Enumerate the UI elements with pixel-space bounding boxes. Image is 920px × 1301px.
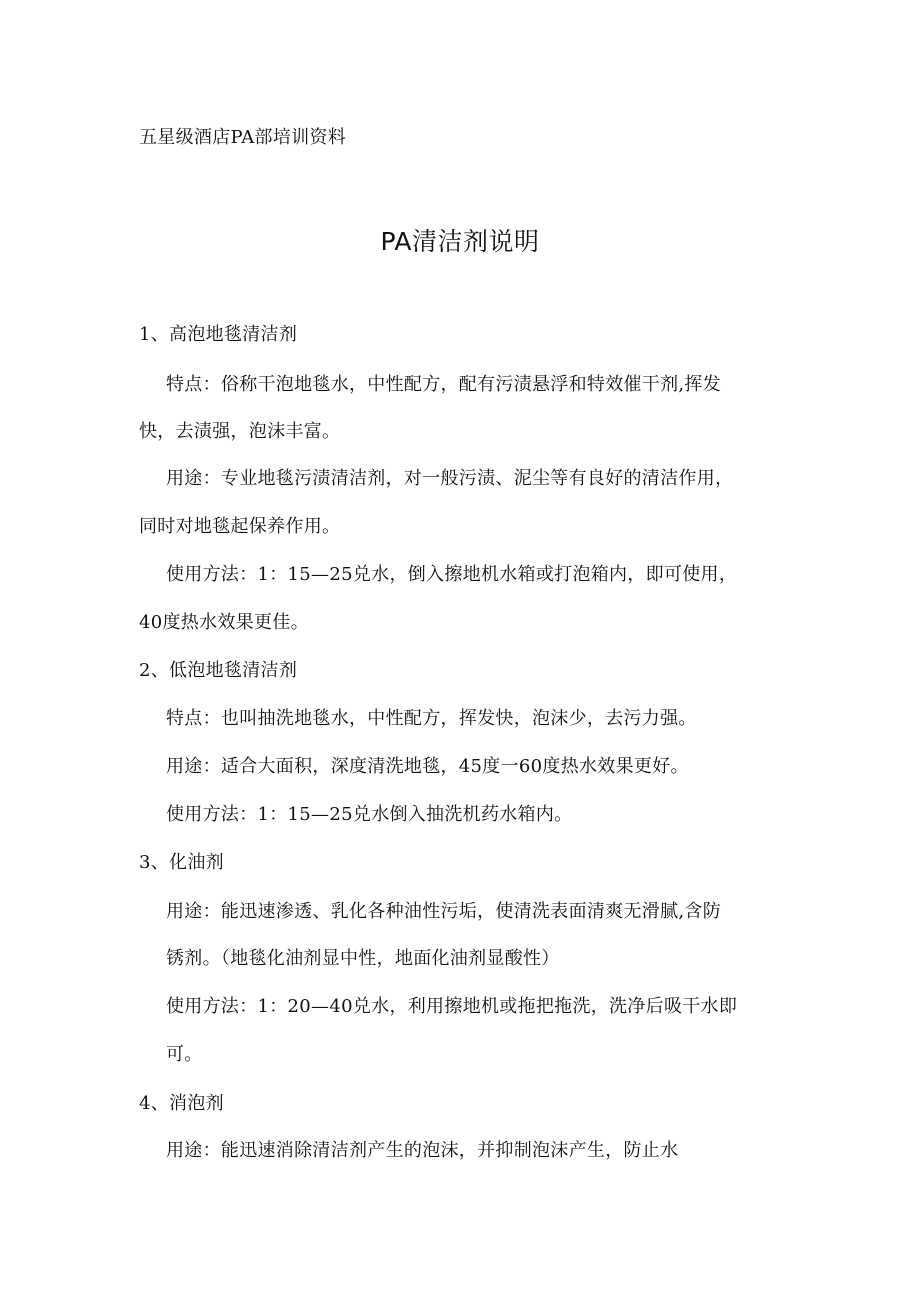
section-heading: 4、消泡剂 — [139, 1093, 224, 1114]
paragraph-line: 特点：也叫抽洗地毯水，中性配方，挥发快，泡沫少，去污力强。 — [166, 708, 697, 729]
paragraph-line: 可。 — [166, 1044, 203, 1065]
section-heading: 1、高泡地毯清洁剂 — [139, 324, 298, 345]
paragraph-line: 用途：能迅速渗透、乳化各种油性污垢，使清洗表面清爽无滑腻,含防 — [166, 901, 722, 922]
paragraph-line: 用途：能迅速消除清洁剂产生的泡沫，并抑制泡沫产生，防止水 — [166, 1140, 679, 1161]
paragraph-line: 用途：专业地毯污渍清洁剂，对一般污渍、泥尘等有良好的清洁作用， — [166, 468, 734, 489]
paragraph-line: 快，去渍强，泡沫丰富。 — [139, 421, 341, 442]
paragraph-line: 锈剂。（地毯化油剂显中性，地面化油剂显酸性） — [166, 948, 560, 969]
paragraph-line: 用途：适合大面积，深度清洗地毯，45度一60度热水效果更好。 — [166, 756, 689, 777]
paragraph-line: 使用方法：1：20—40兑水，利用擦地机或拖把拖洗，洗净后吸干水即 — [166, 996, 738, 1017]
paragraph-line: 使用方法：1：15—25兑水倒入抽洗机药水箱内。 — [166, 804, 573, 825]
document-header: 五星级酒店PA部培训资料 — [139, 127, 347, 148]
section-heading: 3、化油剂 — [139, 852, 224, 873]
page-title: PA清洁剂说明 — [380, 227, 540, 256]
paragraph-line: 同时对地毯起保养作用。 — [139, 516, 341, 537]
paragraph-line: 使用方法：1：15—25兑水，倒入擦地机水箱或打泡箱内，即可使用， — [166, 564, 738, 585]
paragraph-line: 40度热水效果更佳。 — [139, 612, 309, 633]
section-heading: 2、低泡地毯清洁剂 — [139, 660, 298, 681]
paragraph-line: 特点：俗称干泡地毯水，中性配方，配有污渍悬浮和特效催干剂,挥发 — [166, 374, 722, 395]
